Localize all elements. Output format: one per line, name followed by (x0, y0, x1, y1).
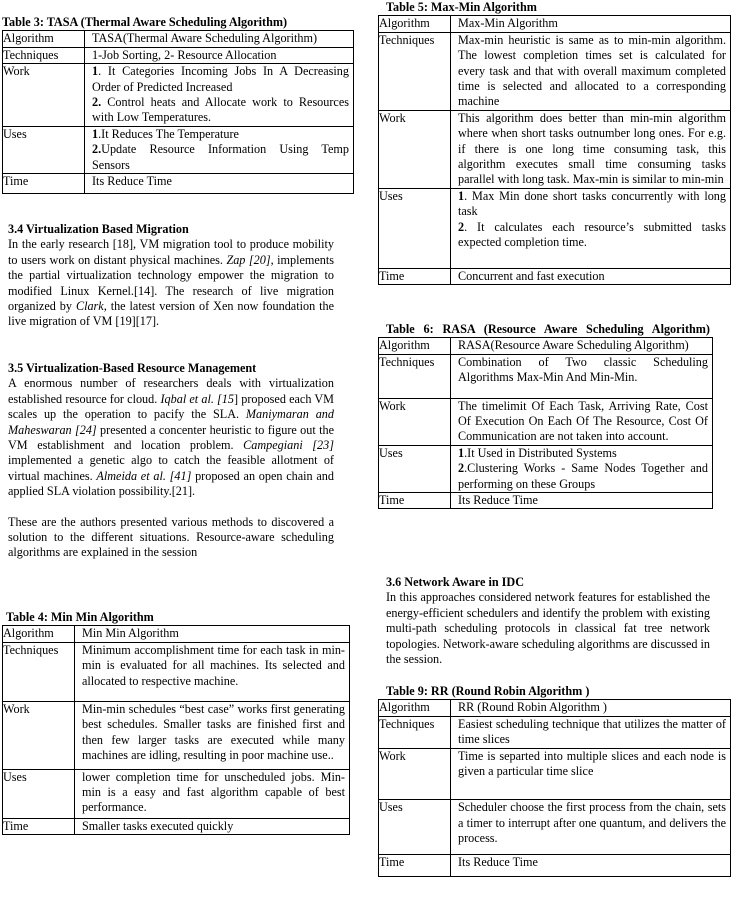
row-value: 1-Job Sorting, 2- Resource Allocation (85, 47, 354, 63)
row-value: TASA(Thermal Aware Scheduling Algorithm) (85, 31, 354, 47)
row-value: Max-min heuristic is same as to min-min algorithm. The lowest completion times set is calculated for every task and that with overall maximum completed time is selected and allocated to a corresponding machine (451, 32, 731, 110)
section-heading: 3.4 Virtualization Based Migration (8, 222, 189, 236)
row-key: Algorithm (3, 626, 75, 642)
section-3-5 (8, 361, 334, 561)
row-value: This algorithm does better than min-min algorithm where when short tasks outnumber long ones. For e.g. if there is one long time consuming task, this algorithm executes small time consuming tasks parallel with long task. Max-min is similar to min-min (451, 110, 731, 188)
table6-caption-line: Table 6: RASA (Resource Aware Scheduling Algorithm) (386, 322, 710, 336)
table5-caption: Table 5: Max-Min Algorithm (386, 0, 537, 14)
row-value: The timelimit Of Each Task, Arriving Rate, Cost Of Execution On Each Of The Resource, Cost Of Communication are not taken into account. (451, 398, 713, 445)
row-key: Techniques (3, 47, 85, 63)
table-row (379, 854, 731, 876)
row-value: Concurrent and fast execution (451, 268, 731, 284)
list-item: 2. It calculates each resource’s submitted tasks expected completion time. (458, 219, 726, 250)
row-value: Its Reduce Time (451, 493, 713, 509)
row-value: Its Reduce Time (85, 174, 354, 194)
table-row (3, 769, 350, 818)
paragraph: In this approaches considered network features for established the energy-efficient schedulers and identify the problem with existing multi-path scheduling protocols in classical fat tree network topologies. Network-aware scheduling algorithms are discussed in the session. (386, 590, 710, 667)
table-row (3, 818, 350, 834)
row-key: Techniques (379, 32, 451, 110)
row-value: Min Min Algorithm (75, 626, 350, 642)
table-row (3, 31, 354, 47)
list-item: 1. It Categories Incoming Jobs In A Decreasing Order of Predicted Increased (92, 64, 349, 94)
table-row (379, 110, 731, 188)
row-key: Techniques (3, 642, 75, 701)
row-value: Minimum accomplishment time for each task in min-min is evaluated for all machines. Its selected and allocated to respective machine. (75, 642, 350, 701)
paragraph: A enormous number of researchers deals with virtualization established resource for cloud. Iqbal et al. [15] proposed each VM scales up the operation to pacify the SLA. Maniymaran and Maheswaran [24] presented a concenter heuristic to figure out the VM establishment and location problem. Campegiani [23] implemented a genetic algo to catch the feasible allotment of virtual machines. Almeida et al. [41] proposed an open chain and applied SLA violation possibility.[21]. (8, 376, 335, 499)
row-value (85, 64, 354, 127)
table9 (378, 684, 731, 877)
table-row (3, 126, 354, 173)
row-key: Uses (3, 769, 75, 818)
row-value: Its Reduce Time (451, 854, 731, 876)
row-key: Uses (379, 800, 451, 854)
section-3-4 (8, 222, 334, 330)
row-value (451, 445, 713, 492)
table-row (379, 16, 731, 32)
row-key: Time (3, 174, 85, 194)
table-row (379, 800, 731, 854)
row-key: Algorithm (3, 31, 85, 47)
table-row (379, 338, 713, 354)
row-key: Work (3, 64, 85, 127)
row-key: Algorithm (379, 16, 451, 32)
table-row (379, 188, 731, 268)
row-key: Algorithm (379, 700, 451, 716)
list-item: 2. Control heats and Allocate work to Resources with Low Temperatures. (92, 95, 349, 125)
table-row (3, 64, 354, 127)
row-key: Time (379, 493, 451, 509)
row-value: Min-min schedules “best case” works first generating best schedules. Smaller tasks are finished first and then few larger tasks are executed while many machines are idling, resulting in poor machine use.. (75, 702, 350, 770)
row-key: Algorithm (379, 338, 451, 354)
table9-caption: Table 9: RR (Round Robin Algorithm ) (386, 684, 590, 698)
table-row (379, 398, 713, 445)
list-item: 1.It Used in Distributed Systems (458, 445, 617, 460)
row-key: Work (379, 748, 451, 800)
paragraph: In the early research [18], VM migration tool to produce mobility to users work on distant physical machines. Zap [20], implements the partial virtualization technology empower the migration to modified Linux Kernel.[14]. The research of live migration organized by Clark, the latest version of Xen now foundation the live migration of VM [19][17]. (8, 237, 335, 329)
list-item: 2.Clustering Works - Same Nodes Together and performing on these Groups (458, 461, 708, 491)
row-value: Combination of Two classic Scheduling Algorithms Max-Min And Min-Min. (451, 354, 713, 398)
row-key: Uses (379, 188, 451, 268)
table6-grid (378, 337, 713, 509)
row-value (85, 126, 354, 173)
section-3-6 (386, 575, 710, 667)
row-key: Uses (379, 445, 451, 492)
row-value: RASA(Resource Aware Scheduling Algorithm) (451, 338, 713, 354)
table4 (2, 610, 350, 835)
table5 (378, 0, 731, 285)
row-key: Time (379, 854, 451, 876)
table-row (379, 493, 713, 509)
table-row (379, 445, 713, 492)
table-row (3, 47, 354, 63)
table-row (3, 626, 350, 642)
list-item: 2.Update Resource Information Using Temp Sensors (92, 142, 349, 172)
row-value: Time is separted into multiple slices and each node is given a particular time slice (451, 748, 731, 800)
row-key: Work (379, 398, 451, 445)
row-key: Techniques (379, 354, 451, 398)
table9-grid (378, 699, 731, 877)
row-key: Time (379, 268, 451, 284)
row-key: Techniques (379, 716, 451, 748)
section-heading: 3.6 Network Aware in IDC (386, 575, 525, 589)
table-row (3, 642, 350, 701)
row-value: lower completion time for unscheduled jobs. Min-min is a easy and fast algorithm capable of best performance. (75, 769, 350, 818)
table3-caption: Table 3: TASA (Thermal Aware Scheduling Algorithm) (2, 15, 288, 29)
row-value: RR (Round Robin Algorithm ) (451, 700, 731, 716)
table-row (379, 716, 731, 748)
row-key: Uses (3, 126, 85, 173)
row-key: Work (3, 702, 75, 770)
table3-grid (2, 30, 354, 194)
table6 (378, 322, 713, 509)
row-value (451, 188, 731, 268)
table-row (379, 32, 731, 110)
table3 (2, 15, 354, 194)
table-row (379, 748, 731, 800)
list-item: 1. Max Min done short tasks concurrently with long task (458, 188, 726, 219)
list-item: 1.It Reduces The Temperature (92, 126, 239, 141)
table4-grid (2, 625, 350, 835)
row-value: Easiest scheduling technique that utilizes the matter of time slices (451, 716, 731, 748)
row-value: Smaller tasks executed quickly (75, 818, 350, 834)
table-row (379, 354, 713, 398)
section-heading: 3.5 Virtualization-Based Resource Management (8, 361, 257, 375)
paragraph: These are the authors presented various methods to discovered a solution to the different situations. Resource-aware scheduling algorithms are explained in the session (8, 514, 334, 560)
table-row (379, 700, 731, 716)
row-value: Scheduler choose the first process from the chain, sets a timer to interrupt after one quantum, and delivers the process. (451, 800, 731, 854)
table-row (3, 702, 350, 770)
row-key: Work (379, 110, 451, 188)
table-row (379, 268, 731, 284)
table4-caption: Table 4: Min Min Algorithm (6, 610, 154, 624)
table-row (3, 174, 354, 194)
table5-grid (378, 15, 731, 285)
row-value: Max-Min Algorithm (451, 16, 731, 32)
row-key: Time (3, 818, 75, 834)
